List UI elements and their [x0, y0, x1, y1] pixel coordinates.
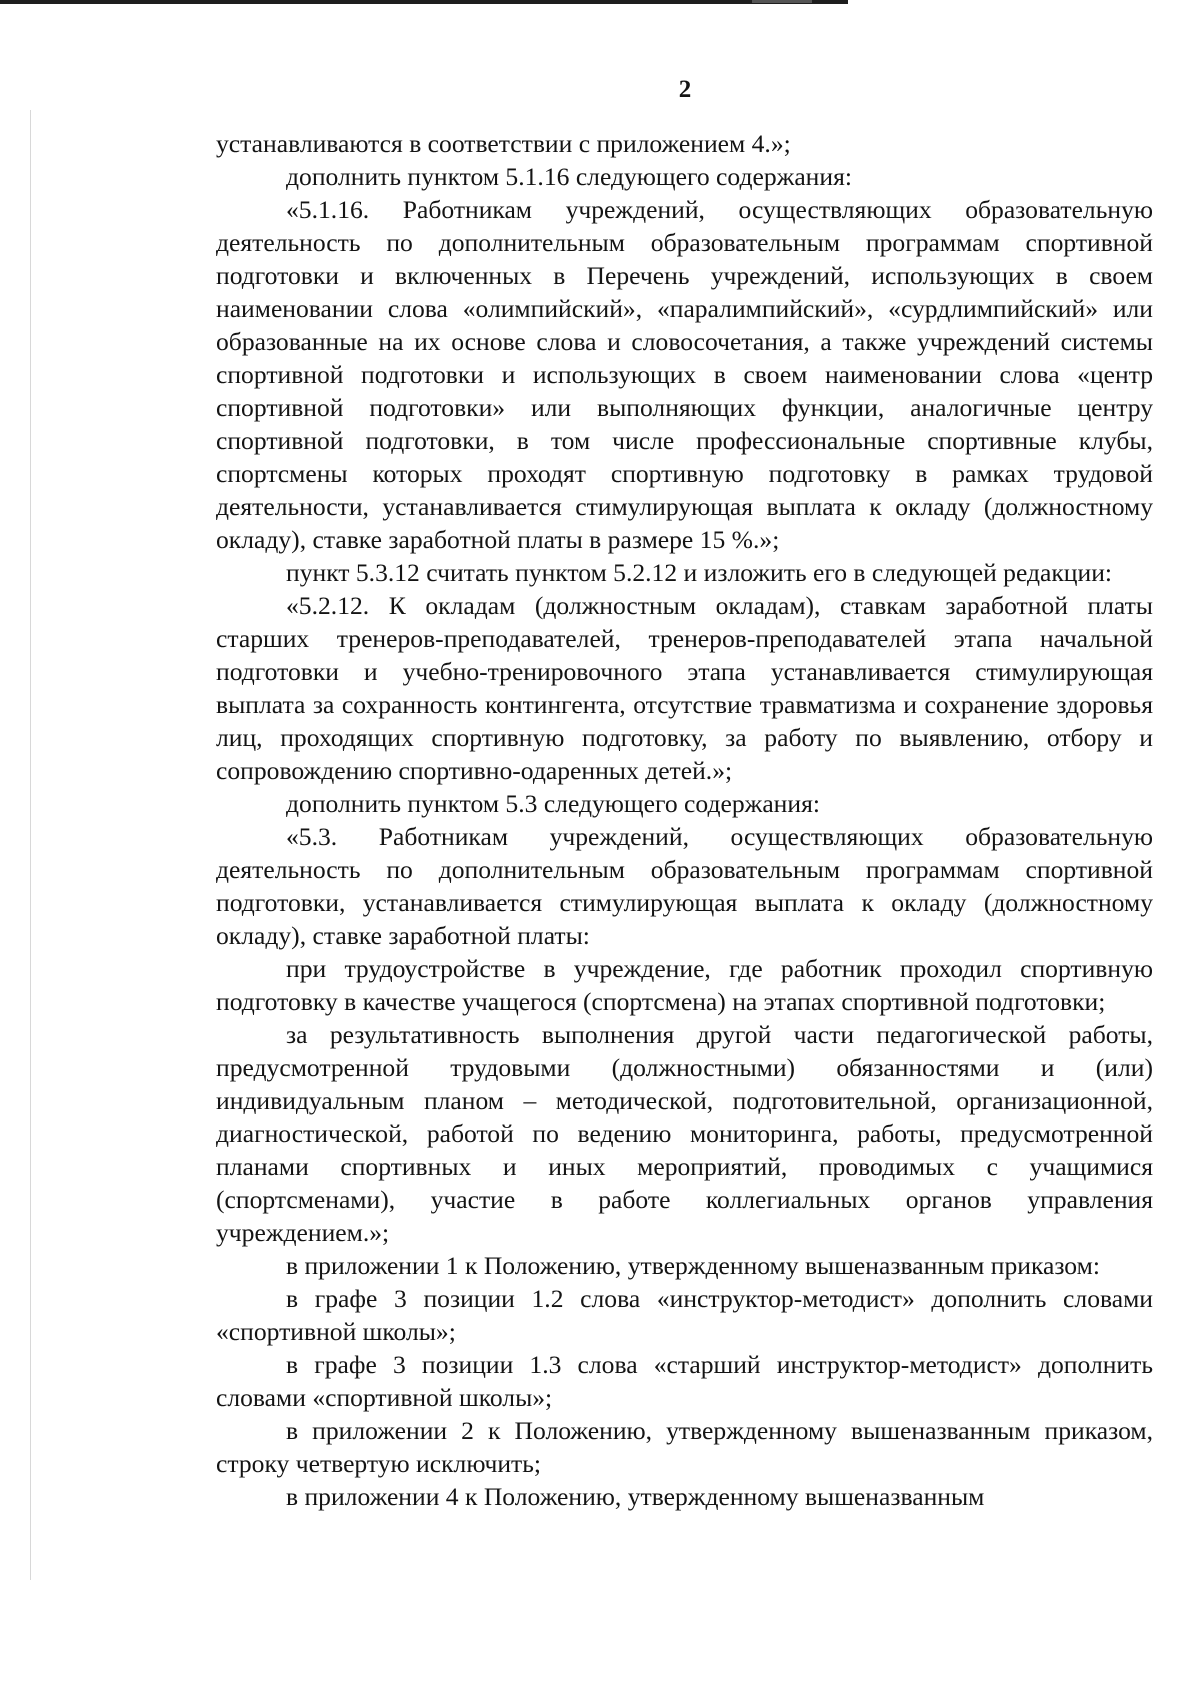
paragraph: дополнить пунктом 5.1.16 следующего содержания: — [286, 162, 852, 191]
paragraph: за результативность выполнения другой части педагогической работы, предусмотренной трудовыми (должностными) обязанностями и (или) индивидуальным планом – методической, подготовительной, организационной, диагностической, работой по ведению мониторинга, работы, предусмотренной планами спортивных и иных мероприятий, проводимых с учащимися (спортсменами), участие в работе коллегиальных органов управления учреждением.»; — [216, 1020, 1153, 1247]
scan-margin-line — [30, 110, 31, 1580]
document-body — [216, 127, 1153, 1513]
paragraph: «5.3. Работникам учреждений, осуществляющих образовательную деятельность по дополнительным образовательным программам спортивной подготовки, устанавливается стимулирующая выплата к окладу (должностному окладу), ставке заработной платы: — [216, 822, 1153, 950]
paragraph: «5.2.12. К окладам (должностным окладам), ставкам заработной платы старших тренеров-преподавателей, тренеров-преподавателей этапа начальной подготовки и учебно-тренировочного этапа устанавливается стимулирующая выплата за сохранность контингента, отсутствие травматизма и сохранение здоровья лиц, проходящих спортивную подготовку, за работу по выявлению, отбору и сопровождению спортивно-одаренных детей.»; — [216, 591, 1153, 785]
paragraph: дополнить пунктом 5.3 следующего содержания: — [286, 789, 820, 818]
page-number: 2 — [678, 76, 692, 103]
scan-edge-rule — [0, 0, 848, 4]
paragraph: при трудоустройстве в учреждение, где работник проходил спортивную подготовку в качестве учащегося (спортсмена) на этапах спортивной подготовки; — [216, 954, 1153, 1016]
paragraph: в приложении 4 к Положению, утвержденному вышеназванным — [286, 1482, 985, 1511]
paragraph: в приложении 1 к Положению, утвержденному вышеназванным приказом: — [286, 1251, 1100, 1280]
paragraph: устанавливаются в соответствии с приложением 4.»; — [216, 129, 791, 158]
paragraph: в графе 3 позиции 1.2 слова «инструктор-методист» дополнить словами «спортивной школы»; — [216, 1284, 1153, 1346]
paragraph: пункт 5.3.12 считать пунктом 5.2.12 и изложить его в следующей редакции: — [286, 558, 1112, 587]
paragraph: в графе 3 позиции 1.3 слова «старший инструктор-методист» дополнить словами «спортивной школы»; — [216, 1350, 1153, 1412]
scan-edge-mark — [752, 0, 812, 3]
paragraph: в приложении 2 к Положению, утвержденному вышеназванным приказом, строку четвертую исключить; — [216, 1416, 1153, 1478]
paragraph: «5.1.16. Работникам учреждений, осуществляющих образовательную деятельность по дополнительным образовательным программам спортивной подготовки и включенных в Перечень учреждений, использующих в своем наименовании слова «олимпийский», «паралимпийский», «сурдлимпийский» или образованные на их основе слова и словосочетания, а также учреждений системы спортивной подготовки и использующих в своем наименовании слова «центр спортивной подготовки» или выполняющих функции, аналогичные центру спортивной подготовки, в том числе профессиональные спортивные клубы, спортсмены которых проходят спортивную подготовку в рамках трудовой деятельности, устанавливается стимулирующая выплата к окладу (должностному окладу), ставке заработной платы в размере 15 %.»; — [216, 195, 1153, 554]
